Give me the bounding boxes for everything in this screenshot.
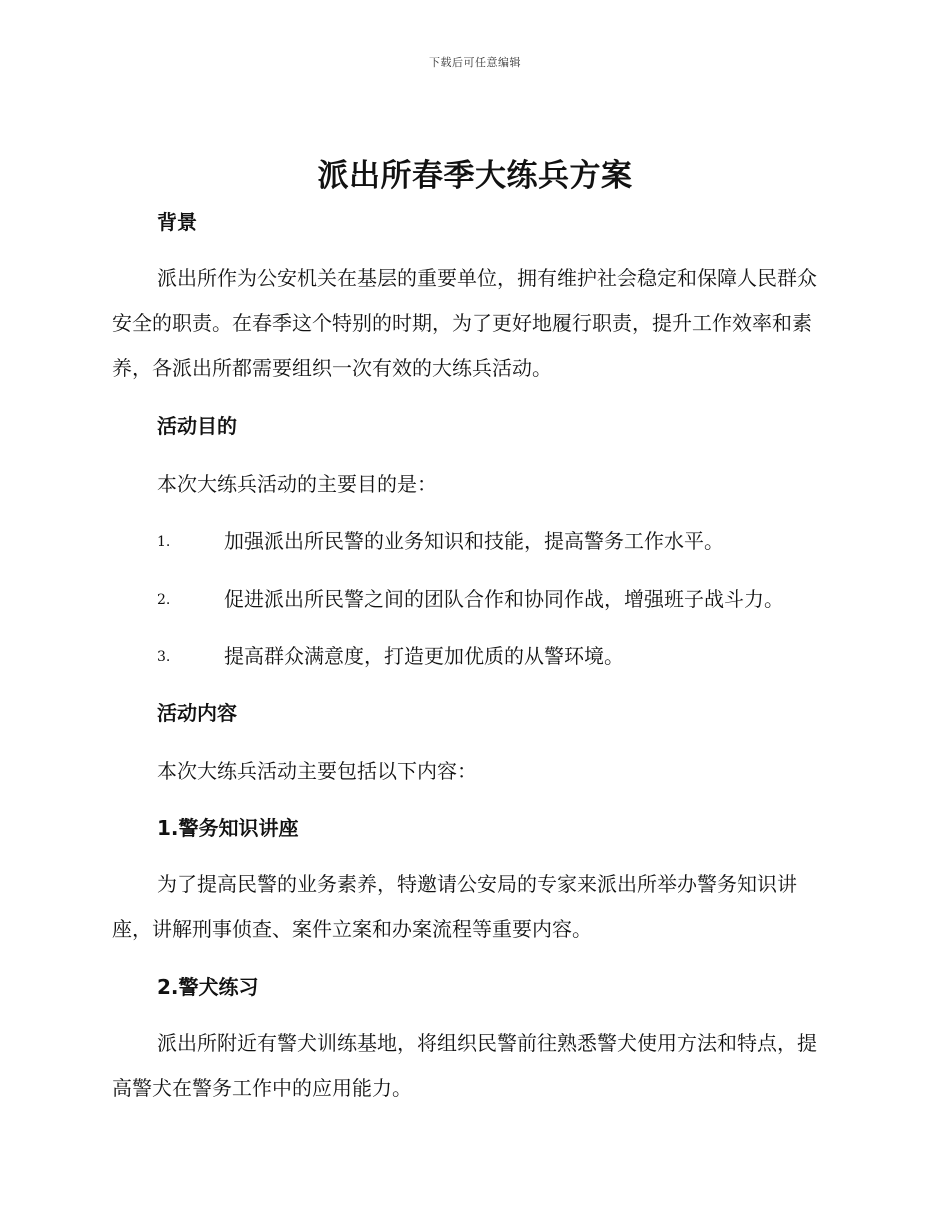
lecture-paragraph: 为了提高民警的业务素养，特邀请公安局的专家来派出所举办警务知识讲座，讲解刑事侦查、案件立案和办案流程等重要内容。	[112, 872, 797, 941]
list-number: 3.	[157, 649, 171, 665]
list-number: 1.	[157, 534, 171, 550]
content-intro: 本次大练兵活动主要包括以下内容：	[157, 759, 477, 783]
document-title: 派出所春季大练兵方案	[317, 158, 633, 194]
header-note: 下载后可任意编辑	[429, 56, 521, 69]
subsection-heading-police-dog: 2.警犬练习	[157, 975, 259, 999]
purpose-list-item-2	[157, 584, 857, 615]
purpose-list-item-1	[157, 526, 857, 557]
background-paragraph-block	[112, 256, 832, 391]
lecture-paragraph-block	[112, 862, 832, 952]
section-heading-purpose: 活动目的	[157, 414, 237, 438]
purpose-intro: 本次大练兵活动的主要目的是：	[157, 472, 437, 496]
list-text: 促进派出所民警之间的团队合作和协同作战，增强班子战斗力。	[224, 587, 784, 611]
list-text: 提高群众满意度，打造更加优质的从警环境。	[224, 644, 624, 668]
list-number: 2.	[157, 592, 171, 608]
list-text: 加强派出所民警的业务知识和技能，提高警务工作水平。	[224, 529, 724, 553]
section-heading-background: 背景	[157, 210, 197, 234]
purpose-list-item-3	[157, 641, 857, 672]
police-dog-paragraph: 派出所附近有警犬训练基地，将组织民警前往熟悉警犬使用方法和特点，提高警犬在警务工作中的应用能力。	[112, 1031, 817, 1100]
subsection-heading-lecture: 1.警务知识讲座	[157, 816, 299, 840]
background-paragraph: 派出所作为公安机关在基层的重要单位，拥有维护社会稳定和保障人民群众安全的职责。在春季这个特别的时期，为了更好地履行职责，提升工作效率和素养，各派出所都需要组织一次有效的大练兵活动。	[112, 266, 817, 380]
section-heading-content: 活动内容	[157, 701, 237, 725]
police-dog-paragraph-block	[112, 1021, 832, 1111]
